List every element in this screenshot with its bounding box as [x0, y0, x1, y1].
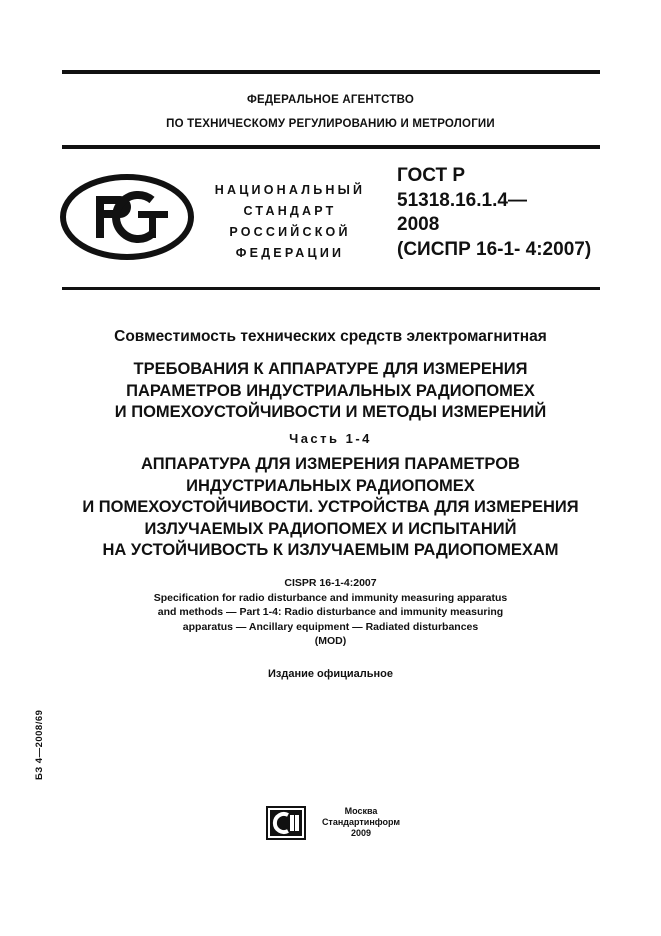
english-line-4: apparatus — Ancillary equipment — Radiated disturbances: [182, 620, 479, 633]
national-standard-block: [205, 180, 375, 264]
publisher-year: 2009: [350, 828, 372, 838]
main-title-line-3: И ПОМЕХОУСТОЙЧИВОСТИ И МЕТОДЫ ИЗМЕРЕНИЙ: [114, 403, 547, 421]
side-code: БЗ 4—2008/69: [34, 709, 45, 780]
part-title-line-3: И ПОМЕХОУСТОЙЧИВОСТИ. УСТРОЙСТВА ДЛЯ ИЗМЕРЕНИЯ: [82, 498, 579, 516]
designation-line-4: (СИСПР 16-1- 4:2007): [397, 238, 592, 260]
agency-line-1: ФЕДЕРАЛЬНОЕ АГЕНТСТВО: [247, 94, 414, 106]
part-title-line-5: НА УСТОЙЧИВОСТЬ К ИЗЛУЧАЕМЫМ РАДИОПОМЕХАМ: [102, 541, 559, 559]
header-bottom-rule: [62, 287, 600, 290]
edition-note: Издание официальное: [267, 668, 394, 680]
subject-line: Совместимость технических средств электромагнитная: [114, 328, 547, 345]
part-number: Часть 1-4: [289, 431, 372, 446]
designation-line-3: 2008: [397, 214, 440, 235]
rst-logo-icon: [60, 174, 194, 260]
agency-line-2: ПО ТЕХНИЧЕСКОМУ РЕГУЛИРОВАНИЮ И МЕТРОЛОГИИ: [166, 118, 495, 130]
main-title-line-2: ПАРАМЕТРОВ ИНДУСТРИАЛЬНЫХ РАДИОПОМЕХ: [126, 381, 535, 400]
agency-header: [0, 88, 661, 136]
english-line-2: Specification for radio disturbance and immunity measuring apparatus: [153, 591, 508, 604]
agency-rule: [62, 145, 600, 149]
english-line-5: (MOD): [314, 635, 347, 647]
national-line-4: ФЕДЕРАЦИИ: [235, 246, 345, 260]
part-title: [0, 454, 661, 562]
part-title-line-2: ИНДУСТРИАЛЬНЫХ РАДИОПОМЕХ: [186, 476, 475, 495]
publisher-city: Москва: [344, 806, 378, 816]
national-line-3: РОССИЙСКОЙ: [229, 225, 351, 239]
standartinform-logo-icon: [266, 806, 306, 840]
publisher-block: [306, 806, 416, 839]
english-title: [0, 576, 661, 649]
publisher-name: Стандартинформ: [321, 817, 401, 827]
part-title-line-1: АППАРАТУРА ДЛЯ ИЗМЕРЕНИЯ ПАРАМЕТРОВ: [141, 455, 520, 473]
national-line-2: СТАНДАРТ: [243, 204, 337, 218]
designation-line-2: 51318.16.1.4—: [397, 189, 527, 211]
main-title-line-1: ТРЕБОВАНИЯ К АППАРАТУРЕ ДЛЯ ИЗМЕРЕНИЯ: [133, 360, 528, 378]
english-line-3: and methods — Part 1-4: Radio disturbance and immunity measuring: [157, 606, 504, 618]
standard-designation: [397, 164, 617, 262]
main-title: [0, 359, 661, 424]
top-rule: [62, 70, 600, 74]
designation-line-1: ГОСТ Р: [397, 165, 466, 186]
national-line-1: НАЦИОНАЛЬНЫЙ: [214, 183, 366, 197]
part-title-line-4: ИЗЛУЧАЕМЫХ РАДИОПОМЕХ И ИСПЫТАНИЙ: [144, 519, 517, 538]
english-line-1: CISPR 16-1-4:2007: [284, 577, 377, 589]
